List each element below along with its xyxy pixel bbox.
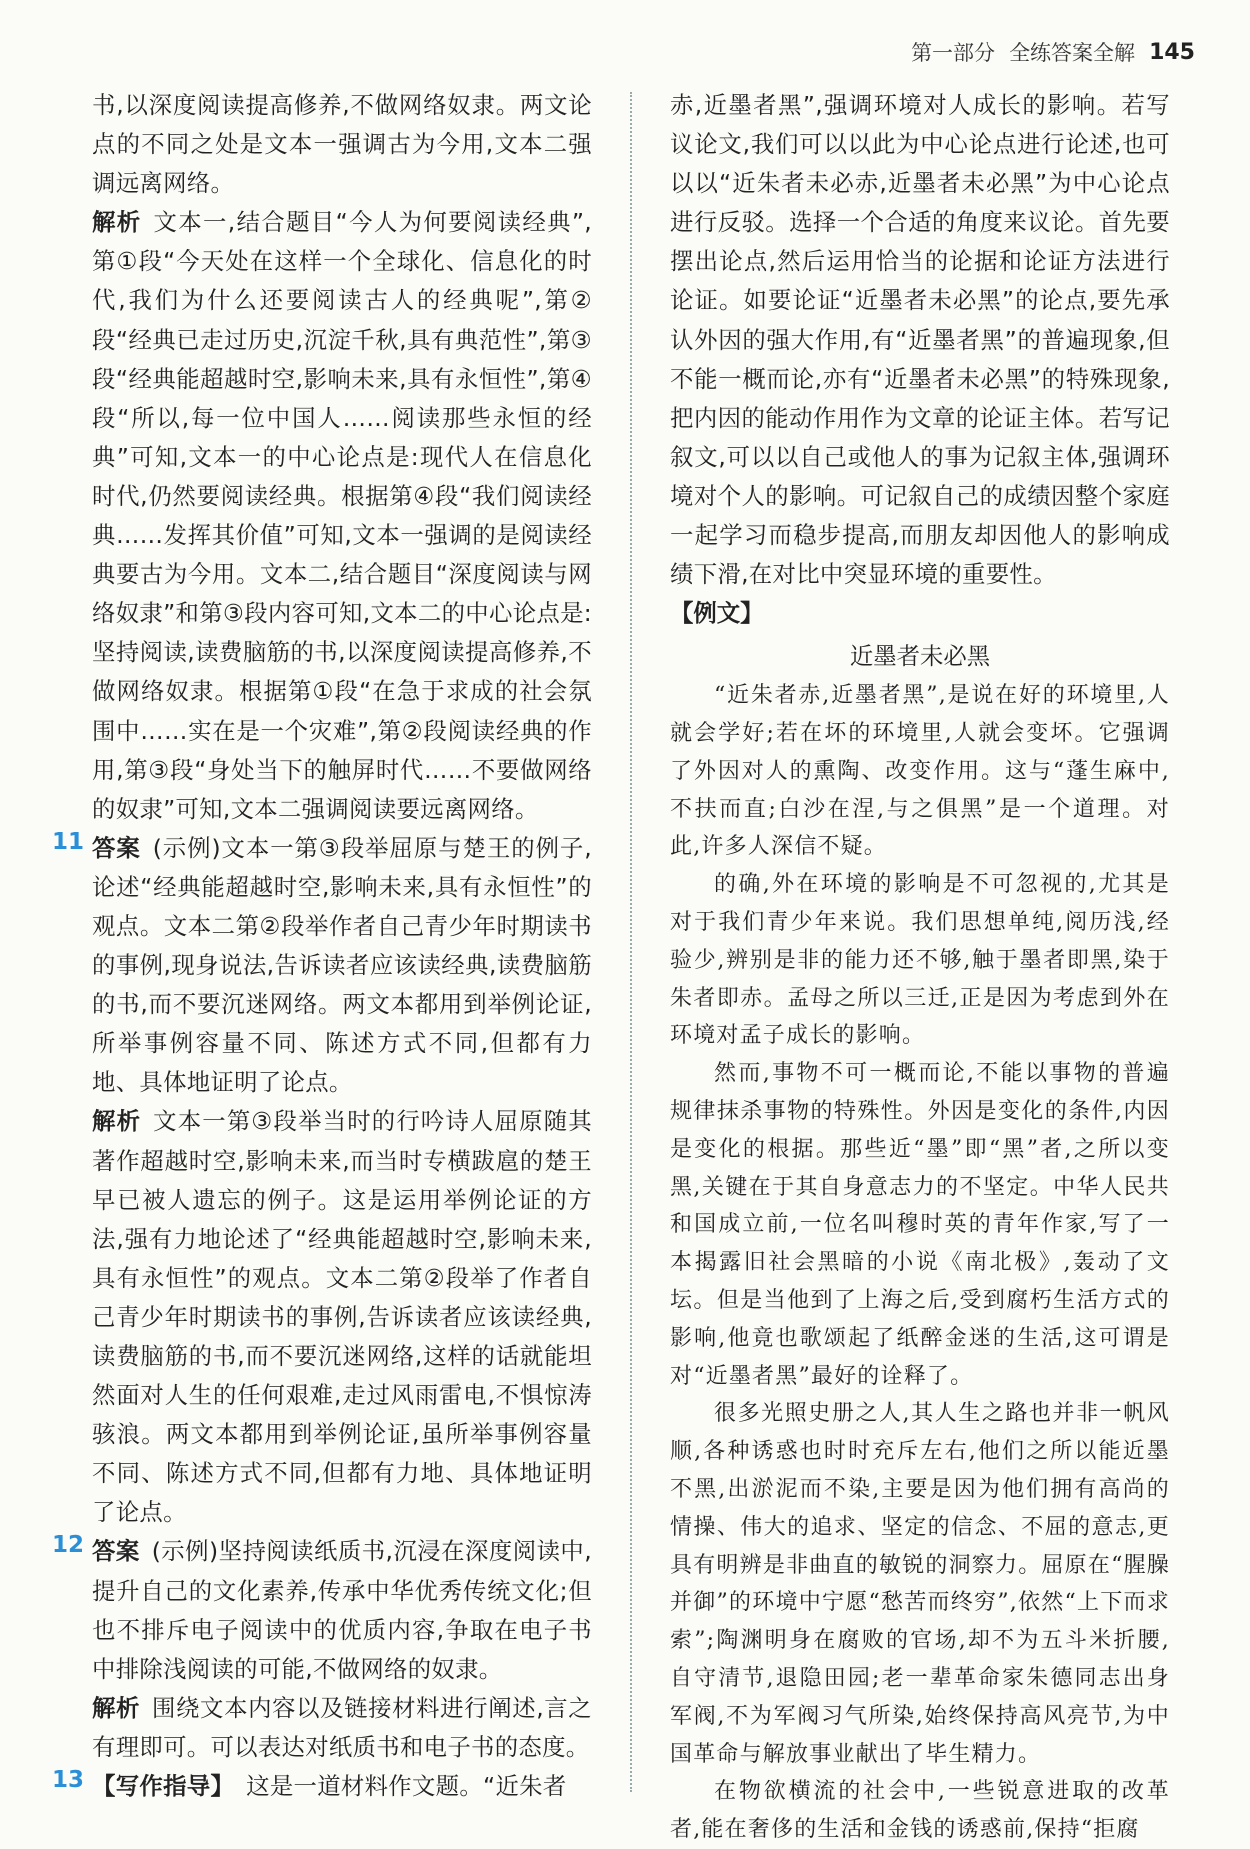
q11-analysis: [92, 1102, 592, 1532]
question-12: [52, 1532, 593, 1767]
q10-answer-continuation: 书,以深度阅读提高修养,不做网络奴隶。两文论点的不同之处是文本一强调古为今用,文本二强调远离网络。: [92, 91, 592, 198]
answer-label: 答案: [92, 833, 141, 862]
writing-guide-text: 这是一道材料作文题。“近朱者: [246, 1772, 567, 1801]
q13-writing-guide: [92, 1767, 592, 1806]
q12-answer: [92, 1532, 592, 1688]
header-subtitle: 全练答案全解: [1009, 41, 1136, 65]
example-essay-label: 【例文】: [670, 599, 764, 628]
page-header: [911, 32, 1195, 72]
answer-label: 答案: [92, 1537, 140, 1566]
analysis-label: 解析: [92, 208, 142, 237]
essay-title: 近墨者未必黑: [849, 642, 991, 671]
right-column: [670, 86, 1170, 1849]
writing-guide-label: 【写作指导】: [92, 1772, 235, 1801]
analysis-text: 围绕文本内容以及链接材料进行阐述,言之有理即可。可以表达对纸质书和电子书的态度。: [92, 1693, 592, 1761]
q11-answer: [92, 829, 592, 1103]
analysis-label: 解析: [92, 1693, 141, 1722]
essay-paragraph: 在物欲横流的社会中,一些锐意进取的改革者,能在奢侈的生活和金钱的诱惑前,保持“拒腐: [670, 1779, 1170, 1843]
header-section: 第一部分: [911, 41, 996, 65]
question-number: 11: [52, 828, 85, 855]
essay-paragraph: “近朱者赤,近墨者黑”,是说在好的环境里,人就会学好;若在坏的环境里,人就会变坏。它强调了外因对人的熏陶、改变作用。这与“蓬生麻中,不扶而直;白沙在涅,与之俱黑”是一个道理。对此,许多人深信不疑。: [670, 683, 1170, 860]
question-11: [52, 828, 592, 1533]
column-divider: [630, 92, 632, 1792]
essay-paragraph: 然而,事物不可一概而论,不能以事物的普遍规律抹杀事物的特殊性。外因是变化的条件,内因是变化的根据。那些近“墨”即“黑”者,之所以变黑,关键在于其自身意志力的不坚定。中华人民共和国成立前,一位名叫穆时英的青年作家,写了一本揭露旧社会黑暗的小说《南北极》,轰动了文坛。但是当他到了上海之后,受到腐朽生活方式的影响,他竟也歌颂起了纸醉金迷的生活,这可谓是对“近墨者黑”最好的诠释了。: [670, 1061, 1170, 1389]
essay-paragraph: 的确,外在环境的影响是不可忽视的,尤其是对于我们青少年来说。我们思想单纯,阅历浅,经验少,辨别是非的能力还不够,触于墨者即黑,染于朱者即赤。孟母之所以三迁,正是因为考虑到外在环境对孟子成长的影响。: [670, 872, 1170, 1049]
analysis-text: 文本一第③段举当时的行吟诗人屈原随其著作超越时空,影响未来,而当时专横跋扈的楚王早已被人遗忘的例子。这是运用举例论证的方法,强有力地论述了“经典能超越时空,影响未来,具有永恒性”的观点。文本二第②段举了作者自己青少年时期读书的事例,告诉读者应该读经典,读费脑筋的书,而不要沉迷网络,这样的话就能坦然面对人生的任何艰难,走过风雨雷电,不惧惊涛骇浪。两文本都用到举例论证,虽所举事例容量不同、陈述方式不同,但都有力地、具体地证明了论点。: [92, 1107, 592, 1527]
page-number: 145: [1149, 39, 1195, 65]
question-number: 13: [52, 1767, 85, 1794]
answer-text: (示例)坚持阅读纸质书,沉浸在深度阅读中,提升自己的文化素养,传承中华优秀传统文化;但也不排斥电子阅读中的优质内容,争取在电子书中排除浅阅读的可能,不做网络的奴隶。: [92, 1537, 593, 1683]
q12-analysis: [92, 1689, 592, 1767]
writing-guide-continuation: 赤,近墨者黑”,强调环境对人成长的影响。若写议论文,我们可以以此为中心论点进行论述,也可以以“近朱者未必赤,近墨者未必黑”为中心论点进行反驳。选择一个合适的角度来议论。首先要摆出论点,然后运用恰当的论据和论证方法进行论证。如要论证“近墨者未必黑”的论点,要先承认外因的强大作用,有“近墨者黑”的普遍现象,但不能一概而论,亦有“近墨者未必黑”的特殊现象,把内因的能动作用作为文章的论证主体。若写记叙文,可以以自己或他人的事为记叙主体,强调环境对个人的影响。可记叙自己的成绩因整个家庭一起学习而稳步提高,而朋友却因他人的影响成绩下滑,在对比中突显环境的重要性。: [670, 91, 1170, 589]
question-13: [52, 1767, 592, 1806]
analysis-text: 文本一,结合题目“今人为何要阅读经典”,第①段“今天处在这样一个全球化、信息化的时代,我们为什么还要阅读古人的经典呢”,第②段“经典已走过历史,沉淀千秋,具有典范性”,第③段“经典能超越时空,影响未来,具有永恒性”,第④段“所以,每一位中国人……阅读那些永恒的经典”可知,文本一的中心论点是:现代人在信息化时代,仍然要阅读经典。根据第④段“我们阅读经典……发挥其价值”可知,文本一强调的是阅读经典要古为今用。文本二,结合题目“深度阅读与网络奴隶”和第③段内容可知,文本二的中心论点是:坚持阅读,读费脑筋的书,以深度阅读提高修养,不做网络奴隶。根据第①段“在急于求成的社会氛围中……实在是一个灾难”,第②段阅读经典的作用,第③段“身处当下的触屏时代……不要做网络的奴隶”可知,文本二强调阅读要远离网络。: [92, 208, 592, 823]
question-number: 12: [52, 1532, 85, 1559]
analysis-label: 解析: [92, 1107, 142, 1136]
essay-paragraph: 很多光照史册之人,其人生之路也并非一帆风顺,各种诱惑也时时充斥左右,他们之所以能近墨不黑,出淤泥而不染,主要是因为他们拥有高尚的情操、伟大的追求、坚定的信念、不屈的意志,更具有明辨是非曲直的敏锐的洞察力。屈原在“腥臊并御”的环境中宁愿“愁苦而终穷”,依然“上下而求索”;陶渊明身在腐败的官场,却不为五斗米折腰,自守清节,退隐田园;老一辈革命家朱德同志出身军阀,不为军阀习气所染,始终保持高风亮节,为中国革命与解放事业献出了毕生精力。: [670, 1401, 1170, 1767]
left-column: [52, 86, 593, 1806]
answer-text: (示例)文本一第③段举屈原与楚王的例子,论述“经典能超越时空,影响未来,具有永恒性”的观点。文本二第②段举作者自己青少年时期读书的事例,现身说法,告诉读者应该读经典,读费脑筋的书,而不要沉迷网络。两文本都用到举例论证,所举事例容量不同、陈述方式不同,但都有力地、具体地证明了论点。: [92, 833, 592, 1097]
q10-analysis: [92, 203, 592, 829]
